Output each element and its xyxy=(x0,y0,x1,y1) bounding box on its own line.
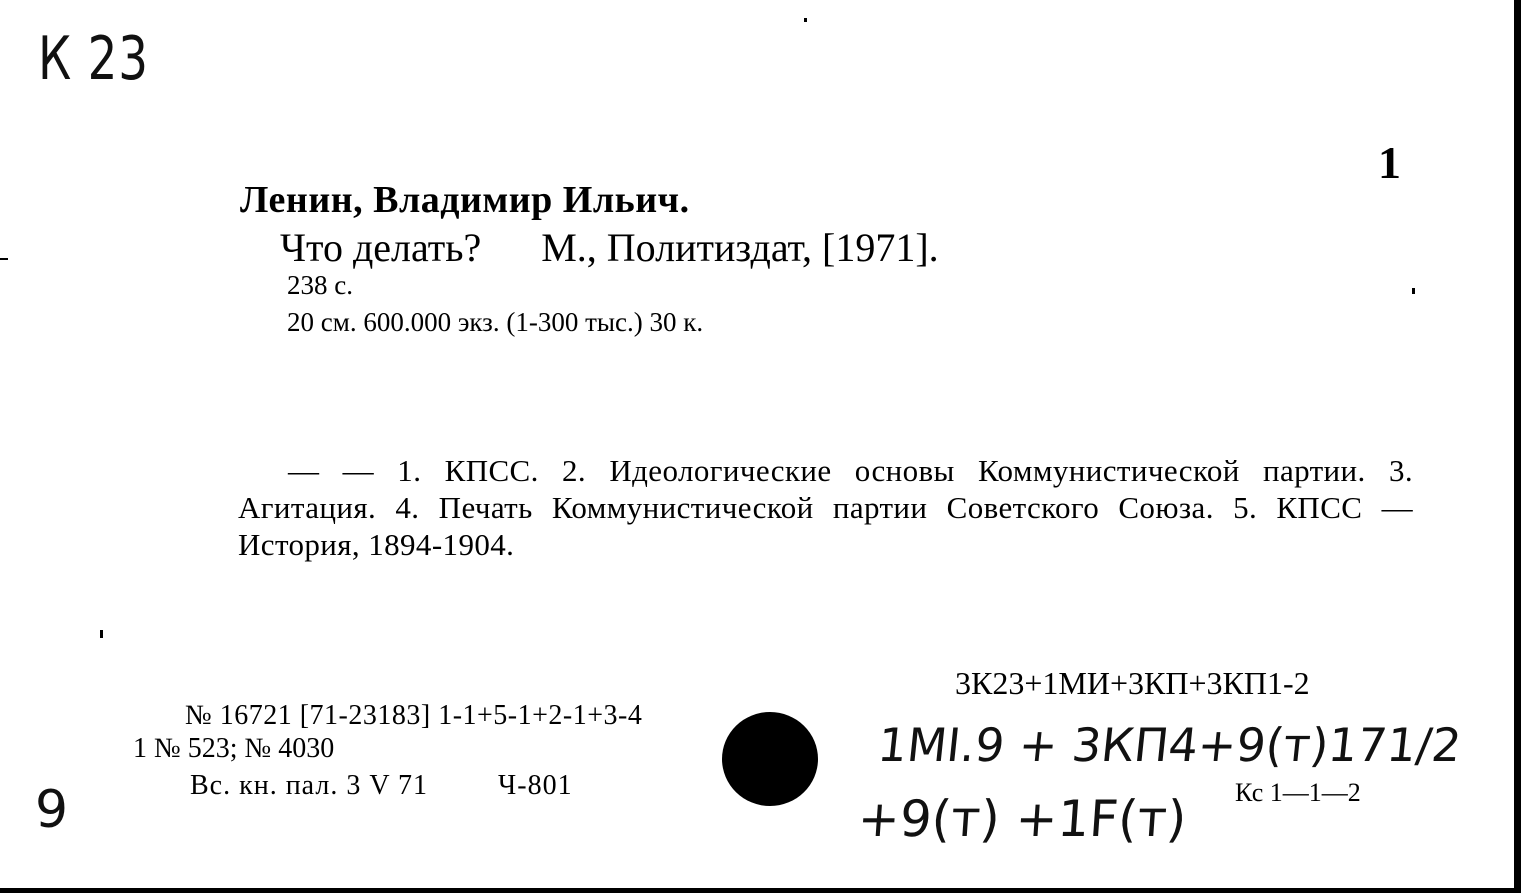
edge-tick-mark xyxy=(0,258,8,260)
physical-description: 20 см. 600.000 экз. (1-300 тыс.) 30 к. xyxy=(287,307,704,337)
handwritten-note-2: +9(т) +1F(т) xyxy=(855,790,1189,848)
numbers-line: 1 № 523; № 4030 xyxy=(133,733,335,764)
card-number: 1 xyxy=(1378,137,1401,188)
handwritten-note-1: 1МІ.9 + 3КП4+9(т)171/2 xyxy=(875,718,1464,772)
subject-headings: — — 1. КПСС. 2. Идеологические основы Коммунистической партии. 3. Агитация. 4. Печать Коммунистической партии Советского Союза. 5. КПСС — История, 1894-1904. xyxy=(238,453,1413,562)
shelf-mark: К 23 xyxy=(38,24,149,94)
author-heading: Ленин, Владимир Ильич. xyxy=(240,179,690,221)
handwritten-corner-mark: 9 xyxy=(35,780,69,840)
registration-line: № 16721 [71-23183] 1-1+5-1+2-1+3-4 xyxy=(185,700,643,731)
ink-dot xyxy=(100,630,103,638)
order-code: Ч-801 xyxy=(498,770,573,801)
kc-code: Кс 1—1—2 xyxy=(1235,778,1361,807)
imprint: М., Политиздат, [1971]. xyxy=(541,225,939,270)
ink-dot xyxy=(804,18,807,22)
classification-codes: 3К23+1МИ+3КП+3КП1-2 xyxy=(955,665,1310,701)
page-count: 238 с. xyxy=(287,270,353,300)
ink-dot xyxy=(1412,288,1415,294)
title-line xyxy=(280,224,939,271)
scan-border-right xyxy=(1514,0,1521,893)
book-title: Что делать? xyxy=(280,225,482,270)
scan-border-bottom xyxy=(0,888,1521,893)
chamber-date: Вс. кн. пал. 3 V 71 xyxy=(190,770,429,801)
chamber-line xyxy=(190,770,573,802)
punch-hole xyxy=(722,712,818,806)
